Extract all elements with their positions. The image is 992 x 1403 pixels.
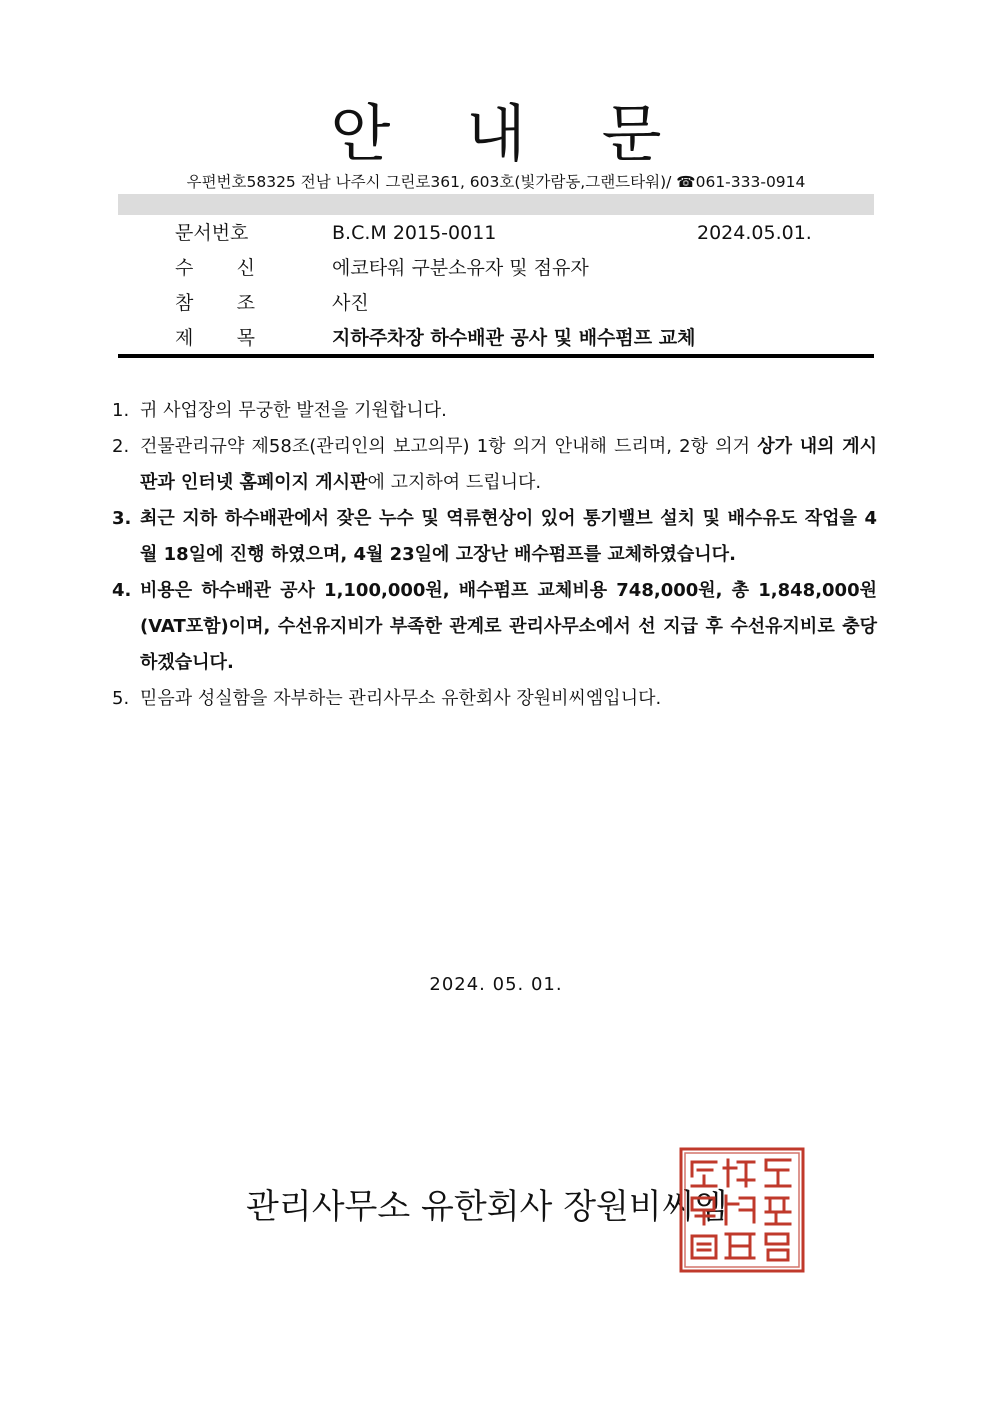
item-number: 5. — [112, 688, 130, 709]
reference-label-a: 참 — [175, 292, 194, 314]
issue-date: 2024. 05. 01. — [429, 974, 563, 995]
header-divider — [118, 354, 874, 358]
subject-label — [175, 325, 255, 351]
item-text: 귀 사업장의 무궁한 발전을 기원합니다. — [140, 400, 447, 421]
recipient-label-a: 수 — [175, 257, 194, 279]
company-seal-icon — [678, 1146, 806, 1274]
recipient-label — [175, 255, 255, 281]
list-item — [112, 429, 877, 501]
item-text: 비용은 하수배관 공사 1,100,000원, 배수펌프 교체비용 748,000원, 총 1,848,000원(VAT포함)이며, 수선유지비가 부족한 관계로 관리사무소에서 선 지급 후 수선유지비로 충당하겠습니다. — [140, 580, 877, 673]
recipient-value: 에코타워 구분소유자 및 점유자 — [332, 257, 589, 279]
item-number: 1. — [112, 400, 130, 421]
item-text-plain-end: 에 고지하여 드립니다. — [367, 472, 542, 493]
item-text-bold: 상가 내의 게시판과 인터넷 홈페이지 게시판 — [140, 436, 877, 493]
recipient-label-b: 신 — [236, 257, 255, 279]
document-title: 안 내 문 — [330, 97, 690, 170]
item-number: 3. — [112, 508, 132, 529]
list-item — [112, 501, 877, 573]
header-band — [118, 194, 874, 215]
reference-label-b: 조 — [236, 292, 255, 314]
reference-value: 사진 — [332, 292, 369, 314]
item-number: 2. — [112, 436, 130, 457]
doc-number-value: B.C.M 2015-0011 — [332, 222, 497, 244]
reference-label — [175, 290, 255, 316]
list-item — [112, 393, 877, 429]
list-item — [112, 681, 877, 717]
item-number: 4. — [112, 580, 132, 601]
sender-address: 우편번호58325 전남 나주시 그린로361, 603호(빛가람동,그랜드타워)/ ☎061-333-0914 — [186, 173, 806, 191]
doc-date: 2024.05.01. — [697, 222, 812, 244]
subject-label-a: 제 — [175, 327, 194, 349]
subject-value: 지하주차장 하수배관 공사 및 배수펌프 교체 — [332, 327, 696, 349]
notice-body — [112, 393, 877, 717]
subject-label-b: 목 — [236, 327, 255, 349]
item-text — [140, 429, 877, 501]
item-text-plain: 건물관리규약 제58조(관리인의 보고의무) 1항 의거 안내해 드리며, 2항 의거 — [140, 436, 758, 457]
doc-number-label: 문서번호 — [175, 222, 249, 244]
item-text: 믿음과 성실함을 자부하는 관리사무소 유한회사 장원비씨엠입니다. — [140, 688, 662, 709]
list-item — [112, 573, 877, 681]
item-text: 최근 지하 하수배관에서 잦은 누수 및 역류현상이 있어 통기밸브 설치 및 배수유도 작업을 4월 18일에 진행 하였으며, 4월 23일에 고장난 배수펌프를 교체하였습니다. — [140, 508, 877, 565]
signature-line: 관리사무소 유한회사 장원비씨엠 — [246, 1187, 728, 1227]
